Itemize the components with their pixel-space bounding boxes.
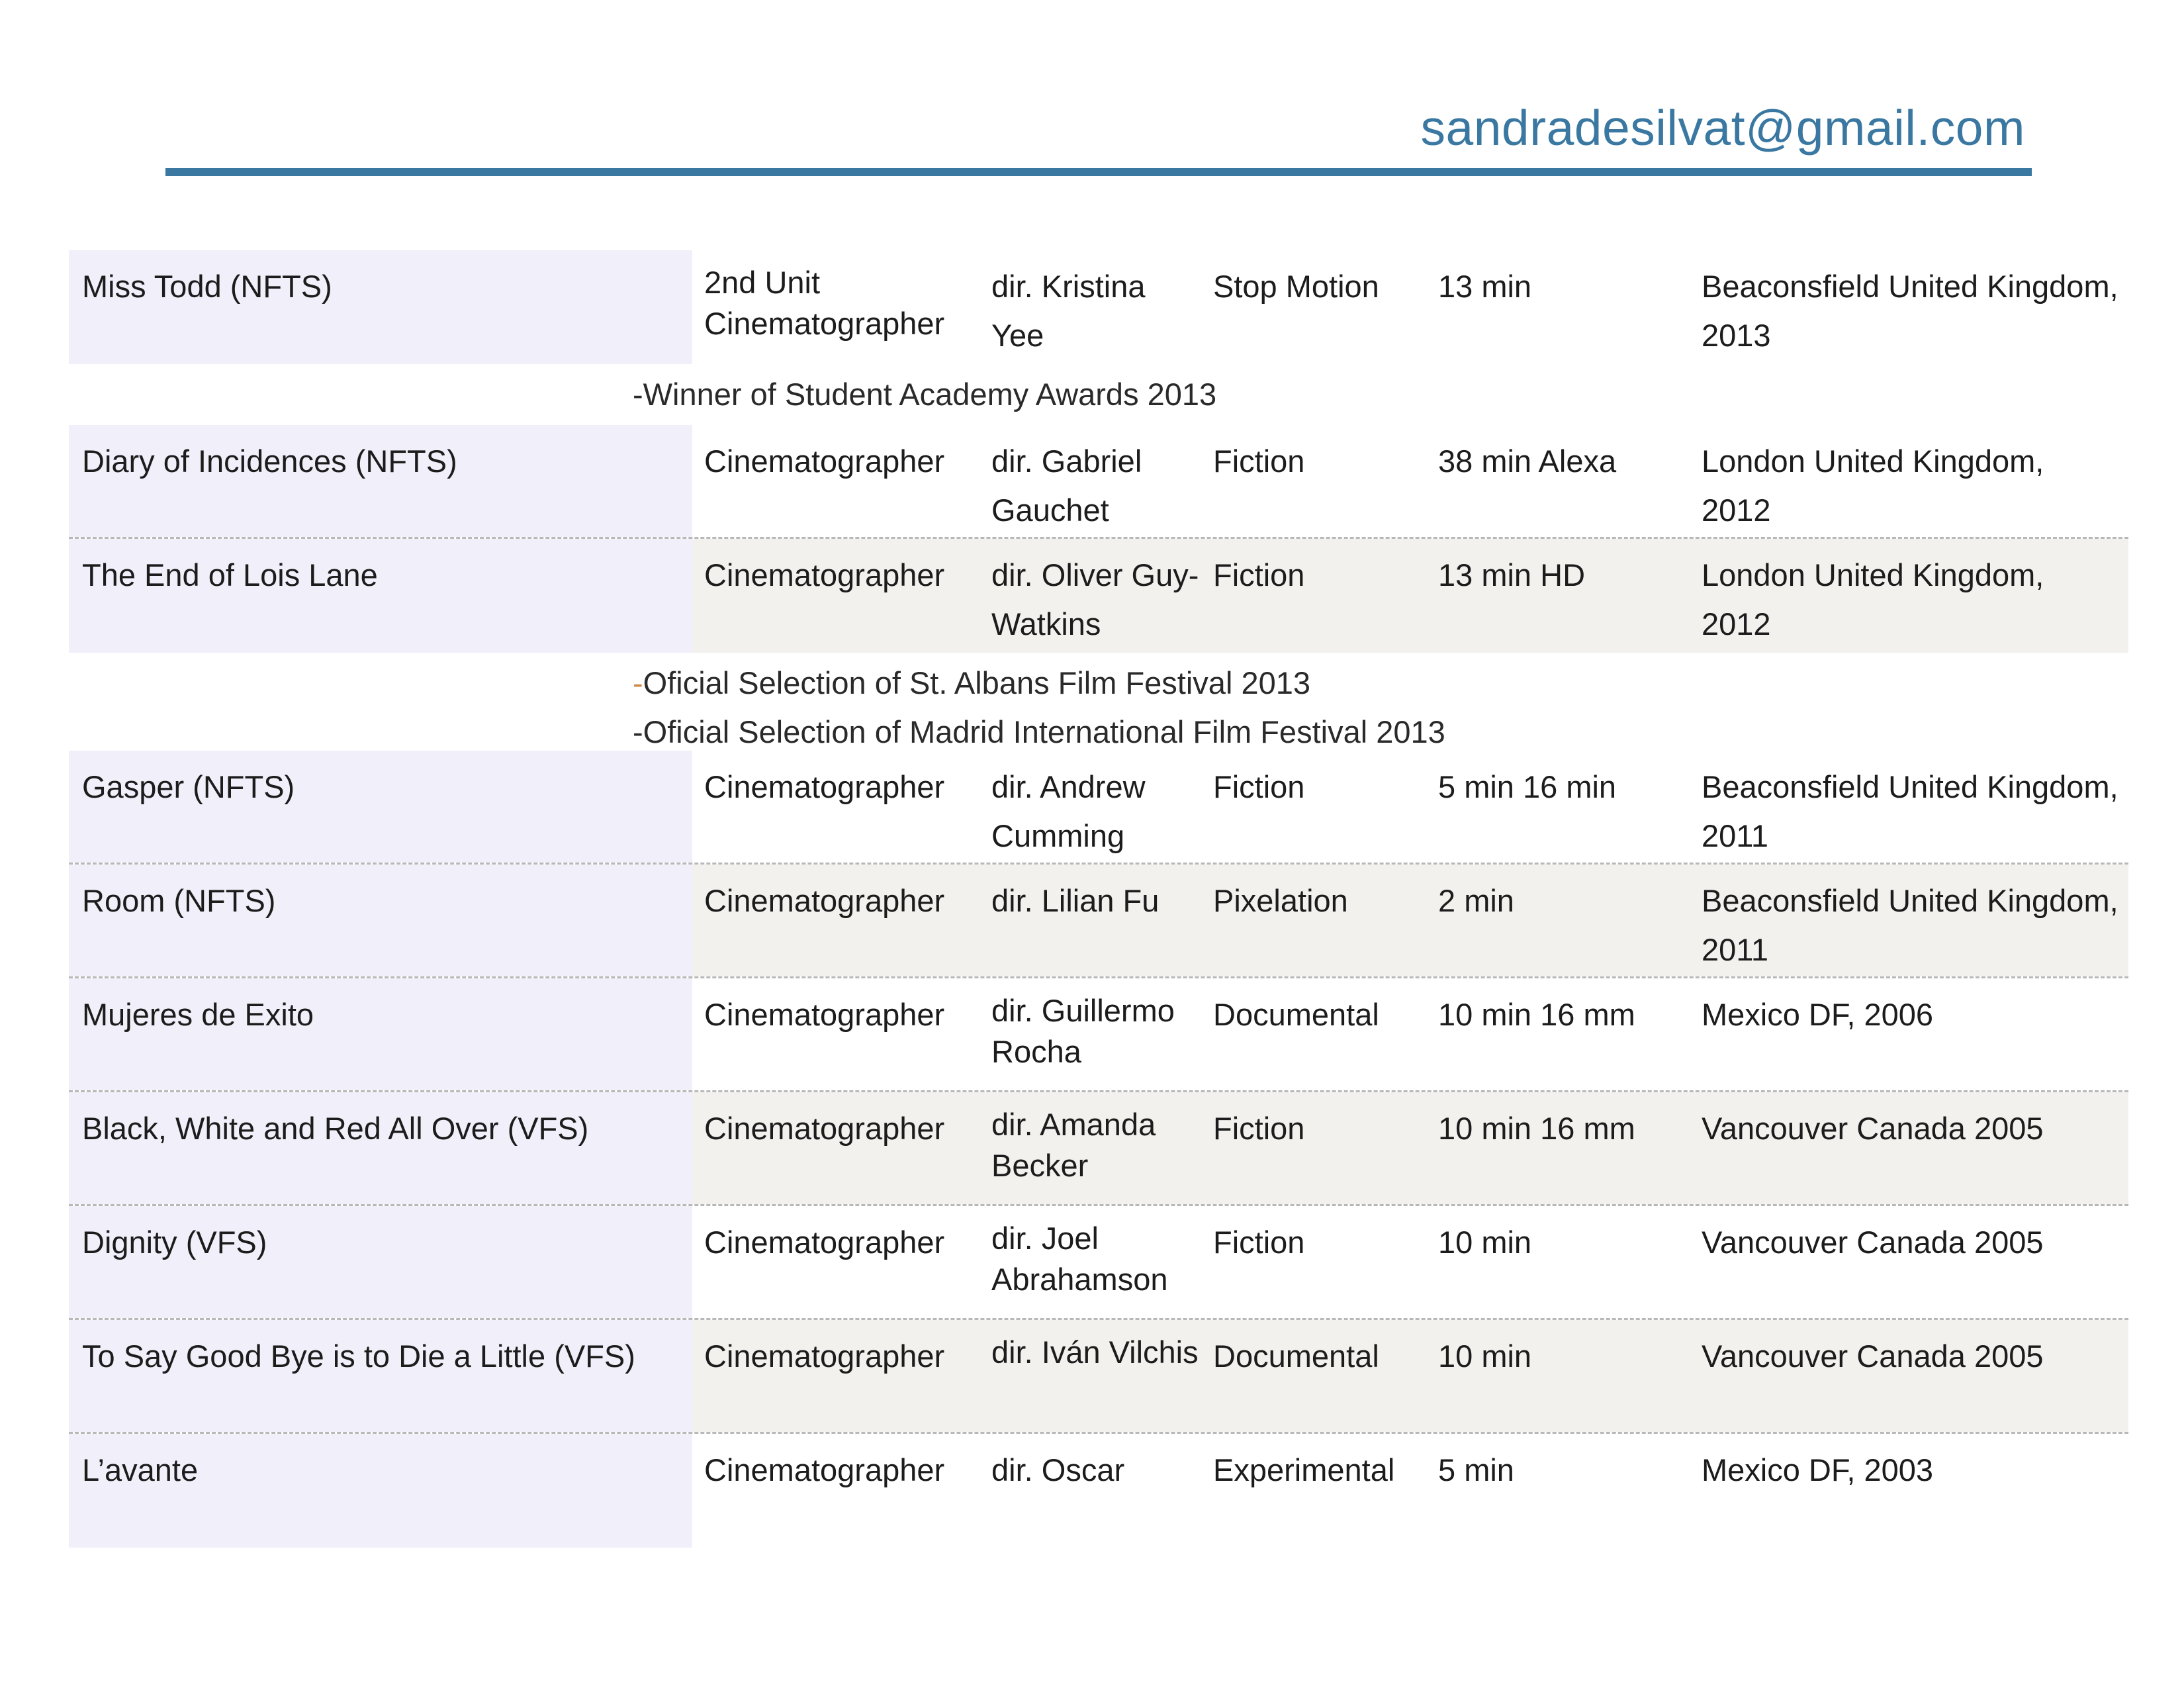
location: Vancouver Canada 2005 [1702,1338,2044,1374]
duration: 5 min 16 min [1438,769,1617,804]
location: Beaconsfield United Kingdom, 2011 [1702,769,2118,853]
award-notes [69,653,2128,751]
role: Cinematographer [704,769,945,804]
table-row [69,1092,2128,1206]
table-row [69,1320,2128,1434]
table-row [69,1434,2128,1548]
role: Cinematographer [704,557,945,592]
award-note [633,665,1310,701]
award-note-text: Oficial Selection of St. Albans Film Festival 2013 [643,665,1310,700]
location: London United Kingdom, 2012 [1702,557,2044,641]
genre: Fiction [1213,769,1305,804]
location: Mexico DF, 2003 [1702,1452,1934,1487]
table-row [69,250,2128,364]
filmography-table [69,250,2128,1548]
table-row [69,978,2128,1092]
film-title: L’avante [69,1434,692,1548]
genre: Pixelation [1213,883,1348,918]
location: Beaconsfield United Kingdom, 2013 [1702,269,2118,353]
genre: Fiction [1213,444,1305,479]
genre: Fiction [1213,557,1305,592]
email-header[interactable]: sandradesilvat@gmail.com [1420,100,2025,156]
genre: Fiction [1213,1225,1305,1260]
location: Vancouver Canada 2005 [1702,1225,2044,1260]
director: dir. Kristina Yee [991,269,1146,353]
table-row [69,539,2128,653]
note-dash: - [633,665,643,700]
duration: 38 min Alexa [1438,444,1617,479]
location: London United Kingdom, 2012 [1702,444,2044,528]
duration: 10 min 16 mm [1438,997,1635,1032]
director: dir. Lilian Fu [991,883,1160,918]
genre: Stop Motion [1213,269,1379,304]
director: dir. Iván Vilchis [991,1335,1199,1370]
genre: Experimental [1213,1452,1395,1487]
duration: 5 min [1438,1452,1514,1487]
film-title: Black, White and Red All Over (VFS) [69,1092,692,1204]
role: Cinematographer [704,883,945,918]
duration: 13 min HD [1438,557,1586,592]
role: Cinematographer [704,997,945,1032]
film-title: Gasper (NFTS) [69,751,692,863]
duration: 10 min [1438,1338,1532,1374]
table-row [69,1206,2128,1320]
genre: Documental [1213,997,1379,1032]
director: dir. Andrew Cumming [991,769,1146,853]
table-row [69,751,2128,865]
duration: 10 min 16 mm [1438,1111,1635,1146]
director: dir. Oliver Guy-Watkins [991,557,1199,641]
table-row [69,425,2128,539]
duration: 13 min [1438,269,1532,304]
location: Beaconsfield United Kingdom, 2011 [1702,883,2118,967]
role: Cinematographer [704,1225,945,1260]
film-title: Miss Todd (NFTS) [69,250,692,364]
role: Cinematographer [704,1452,945,1487]
role: Cinematographer [704,1338,945,1374]
duration: 10 min [1438,1225,1532,1260]
film-title: Diary of Incidences (NFTS) [69,425,692,537]
award-notes [69,364,2128,425]
location: Vancouver Canada 2005 [1702,1111,2044,1146]
table-row [69,865,2128,978]
location: Mexico DF, 2006 [1702,997,1934,1032]
role: Cinematographer [704,1111,945,1146]
director: dir. Amanda Becker [991,1107,1156,1183]
director: dir. Oscar [991,1452,1125,1487]
director: dir. Joel Abrahamson [991,1221,1168,1297]
genre: Documental [1213,1338,1379,1374]
film-title: The End of Lois Lane [69,539,692,653]
film-title: Mujeres de Exito [69,978,692,1090]
film-title: To Say Good Bye is to Die a Little (VFS) [69,1320,692,1432]
role: 2nd Unit Cinematographer [704,265,945,341]
director: dir. Gabriel Gauchet [991,444,1142,528]
header-rule [165,168,2032,176]
award-note: -Oficial Selection of Madrid International Film Festival 2013 [633,714,1445,749]
film-title: Room (NFTS) [69,865,692,976]
film-title: Dignity (VFS) [69,1206,692,1318]
duration: 2 min [1438,883,1514,918]
director: dir. Guillermo Rocha [991,993,1175,1069]
role: Cinematographer [704,444,945,479]
award-note: -Winner of Student Academy Awards 2013 [633,377,1217,412]
genre: Fiction [1213,1111,1305,1146]
